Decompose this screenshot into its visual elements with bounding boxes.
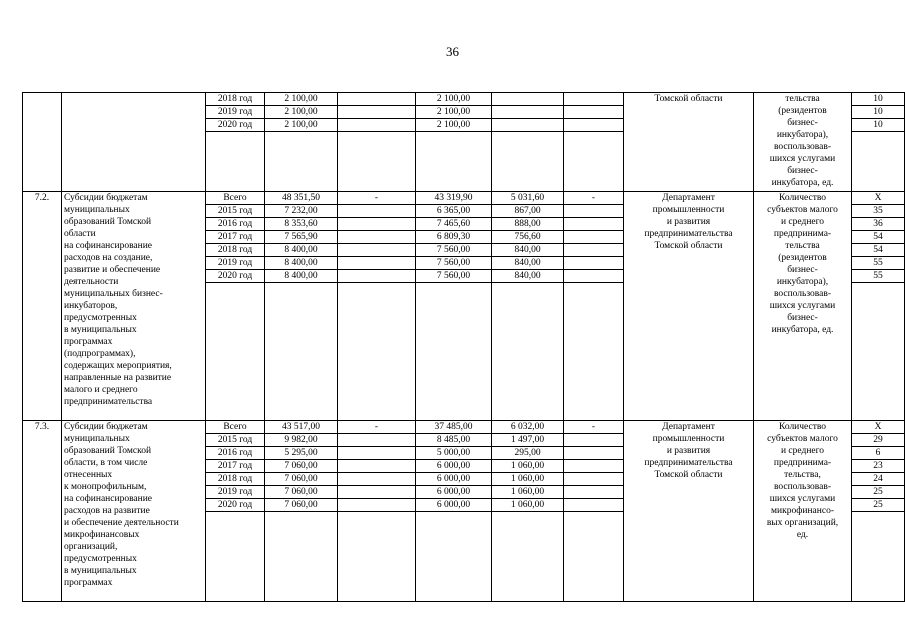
total-cell (265, 132, 338, 192)
value-cell: 55 (852, 257, 905, 270)
regional-cell: 2 100,00 (416, 93, 492, 106)
year-cell: Всего (206, 192, 265, 205)
other-cell (564, 486, 624, 499)
local-cell: 1 497,00 (492, 434, 564, 447)
total-cell: 8 353,60 (265, 218, 338, 231)
regional-cell: 6 000,00 (416, 473, 492, 486)
executor-cell: Департамент промышленности и развития предпринимательства Томской области (624, 421, 754, 602)
table-row (23, 421, 905, 434)
value-cell: 25 (852, 499, 905, 512)
year-cell (206, 512, 265, 602)
value-cell: 36 (852, 218, 905, 231)
total-cell: 2 100,00 (265, 106, 338, 119)
federal-cell (338, 499, 416, 512)
local-cell (492, 132, 564, 192)
row-name: Субсидии бюджетам муниципальных образований Томской области на софинансирование расходов на создание, развитие и обеспечение деятельности муниципальных бизнес- инкубаторов, предусмотренных в муниципальных программах (подпрограммах), содержащих мероприятия, направленные на развитие малого и среднего предпринимательства (62, 192, 206, 421)
year-cell (206, 283, 265, 421)
federal-cell (338, 447, 416, 460)
year-cell: 2016 год (206, 447, 265, 460)
local-cell (492, 93, 564, 106)
other-cell (564, 244, 624, 257)
value-cell: 10 (852, 119, 905, 132)
local-cell: 295,00 (492, 447, 564, 460)
regional-cell: 6 809,30 (416, 231, 492, 244)
page-number: 36 (446, 44, 459, 59)
local-cell: 888,00 (492, 218, 564, 231)
local-cell: 756,60 (492, 231, 564, 244)
value-cell: X (852, 192, 905, 205)
indicator-cell: Количество субъектов малого и среднего предпринима- тельства, воспользовав- шихся услугами микрофинансо- вых организаций, ед. (754, 421, 852, 602)
regional-cell: 7 560,00 (416, 270, 492, 283)
federal-cell (338, 257, 416, 270)
year-cell: 2020 год (206, 270, 265, 283)
total-cell: 8 400,00 (265, 257, 338, 270)
total-cell: 8 400,00 (265, 244, 338, 257)
year-cell: 2017 год (206, 460, 265, 473)
local-cell: 1 060,00 (492, 460, 564, 473)
regional-cell: 6 000,00 (416, 499, 492, 512)
federal-cell (338, 231, 416, 244)
row-name: Субсидии бюджетам муниципальных образований Томской области, в том числе отнесенных к монопрофильным, на софинансирование расходов на развитие и обеспечение деятельности микрофинансовых организаций, предусмотренных в муниципальных программах (62, 421, 206, 602)
regional-cell (416, 512, 492, 602)
local-cell: 840,00 (492, 270, 564, 283)
regional-cell (416, 132, 492, 192)
value-cell: 24 (852, 473, 905, 486)
local-cell: 1 060,00 (492, 473, 564, 486)
local-cell (492, 119, 564, 132)
year-cell: 2018 год (206, 473, 265, 486)
local-cell: 840,00 (492, 257, 564, 270)
indicator-cell: тельства (резидентов бизнес- инкубатора), воспользовав- шихся услугами бизнес- инкубатора, ед. (754, 93, 852, 192)
total-cell: 8 400,00 (265, 270, 338, 283)
value-cell (852, 512, 905, 602)
other-cell (564, 93, 624, 106)
row-number: 7.2. (23, 192, 62, 421)
local-cell: 1 060,00 (492, 486, 564, 499)
value-cell (852, 283, 905, 421)
regional-cell: 5 000,00 (416, 447, 492, 460)
regional-cell: 7 560,00 (416, 257, 492, 270)
federal-cell (338, 460, 416, 473)
local-cell: 867,00 (492, 205, 564, 218)
total-cell (265, 512, 338, 602)
local-cell (492, 512, 564, 602)
total-cell: 7 060,00 (265, 486, 338, 499)
table-row (23, 93, 905, 106)
federal-cell (338, 473, 416, 486)
indicator-cell: Количество субъектов малого и среднего предпринима- тельства (резидентов бизнес- инкубатора), воспользовав- шихся услугами бизнес- инкубатора, ед. (754, 192, 852, 421)
program-table (22, 92, 905, 602)
year-cell: 2020 год (206, 119, 265, 132)
federal-cell (338, 486, 416, 499)
value-cell: 54 (852, 231, 905, 244)
other-cell (564, 270, 624, 283)
other-cell (564, 283, 624, 421)
year-cell: 2019 год (206, 486, 265, 499)
other-cell (564, 132, 624, 192)
year-cell: 2015 год (206, 434, 265, 447)
federal-cell (338, 512, 416, 602)
federal-cell: - (338, 192, 416, 205)
federal-cell (338, 205, 416, 218)
federal-cell (338, 283, 416, 421)
federal-cell (338, 244, 416, 257)
value-cell: 35 (852, 205, 905, 218)
value-cell: 10 (852, 93, 905, 106)
other-cell (564, 257, 624, 270)
local-cell (492, 283, 564, 421)
local-cell: 1 060,00 (492, 499, 564, 512)
other-cell (564, 434, 624, 447)
regional-cell: 37 485,00 (416, 421, 492, 434)
regional-cell: 2 100,00 (416, 106, 492, 119)
regional-cell: 6 000,00 (416, 460, 492, 473)
total-cell: 5 295,00 (265, 447, 338, 460)
executor-cell: Томской области (624, 93, 754, 192)
total-cell: 2 100,00 (265, 93, 338, 106)
federal-cell: - (338, 421, 416, 434)
federal-cell (338, 270, 416, 283)
total-cell: 9 982,00 (265, 434, 338, 447)
other-cell: - (564, 192, 624, 205)
total-cell: 48 351,50 (265, 192, 338, 205)
local-cell: 5 031,60 (492, 192, 564, 205)
value-cell: 10 (852, 106, 905, 119)
total-cell (265, 283, 338, 421)
table-row (23, 192, 905, 205)
total-cell: 7 060,00 (265, 473, 338, 486)
local-cell (492, 106, 564, 119)
total-cell: 43 517,00 (265, 421, 338, 434)
local-cell: 840,00 (492, 244, 564, 257)
row-name (62, 93, 206, 192)
year-cell: 2018 год (206, 244, 265, 257)
year-cell: 2017 год (206, 231, 265, 244)
regional-cell: 6 365,00 (416, 205, 492, 218)
row-number: 7.3. (23, 421, 62, 602)
federal-cell (338, 218, 416, 231)
total-cell: 7 060,00 (265, 460, 338, 473)
other-cell (564, 473, 624, 486)
regional-cell: 43 319,90 (416, 192, 492, 205)
regional-cell: 2 100,00 (416, 119, 492, 132)
federal-cell (338, 93, 416, 106)
value-cell (852, 132, 905, 192)
other-cell (564, 447, 624, 460)
other-cell (564, 106, 624, 119)
value-cell: 55 (852, 270, 905, 283)
value-cell: 29 (852, 434, 905, 447)
regional-cell: 7 560,00 (416, 244, 492, 257)
year-cell: 2018 год (206, 93, 265, 106)
other-cell (564, 512, 624, 602)
table-body (23, 93, 905, 602)
regional-cell: 6 000,00 (416, 486, 492, 499)
regional-cell: 7 465,60 (416, 218, 492, 231)
year-cell: Всего (206, 421, 265, 434)
executor-cell: Департамент промышленности и развития предпринимательства Томской области (624, 192, 754, 421)
total-cell: 7 565,90 (265, 231, 338, 244)
federal-cell (338, 119, 416, 132)
year-cell: 2019 год (206, 257, 265, 270)
value-cell: 25 (852, 486, 905, 499)
year-cell (206, 132, 265, 192)
value-cell: 54 (852, 244, 905, 257)
value-cell: 6 (852, 447, 905, 460)
year-cell: 2016 год (206, 218, 265, 231)
federal-cell (338, 132, 416, 192)
year-cell: 2019 год (206, 106, 265, 119)
other-cell (564, 499, 624, 512)
federal-cell (338, 106, 416, 119)
local-cell: 6 032,00 (492, 421, 564, 434)
other-cell (564, 218, 624, 231)
regional-cell: 8 485,00 (416, 434, 492, 447)
total-cell: 7 060,00 (265, 499, 338, 512)
other-cell (564, 231, 624, 244)
value-cell: X (852, 421, 905, 434)
regional-cell (416, 283, 492, 421)
total-cell: 2 100,00 (265, 119, 338, 132)
other-cell: - (564, 421, 624, 434)
other-cell (564, 119, 624, 132)
other-cell (564, 460, 624, 473)
federal-cell (338, 434, 416, 447)
value-cell: 23 (852, 460, 905, 473)
year-cell: 2020 год (206, 499, 265, 512)
row-number (23, 93, 62, 192)
year-cell: 2015 год (206, 205, 265, 218)
other-cell (564, 205, 624, 218)
total-cell: 7 232,00 (265, 205, 338, 218)
